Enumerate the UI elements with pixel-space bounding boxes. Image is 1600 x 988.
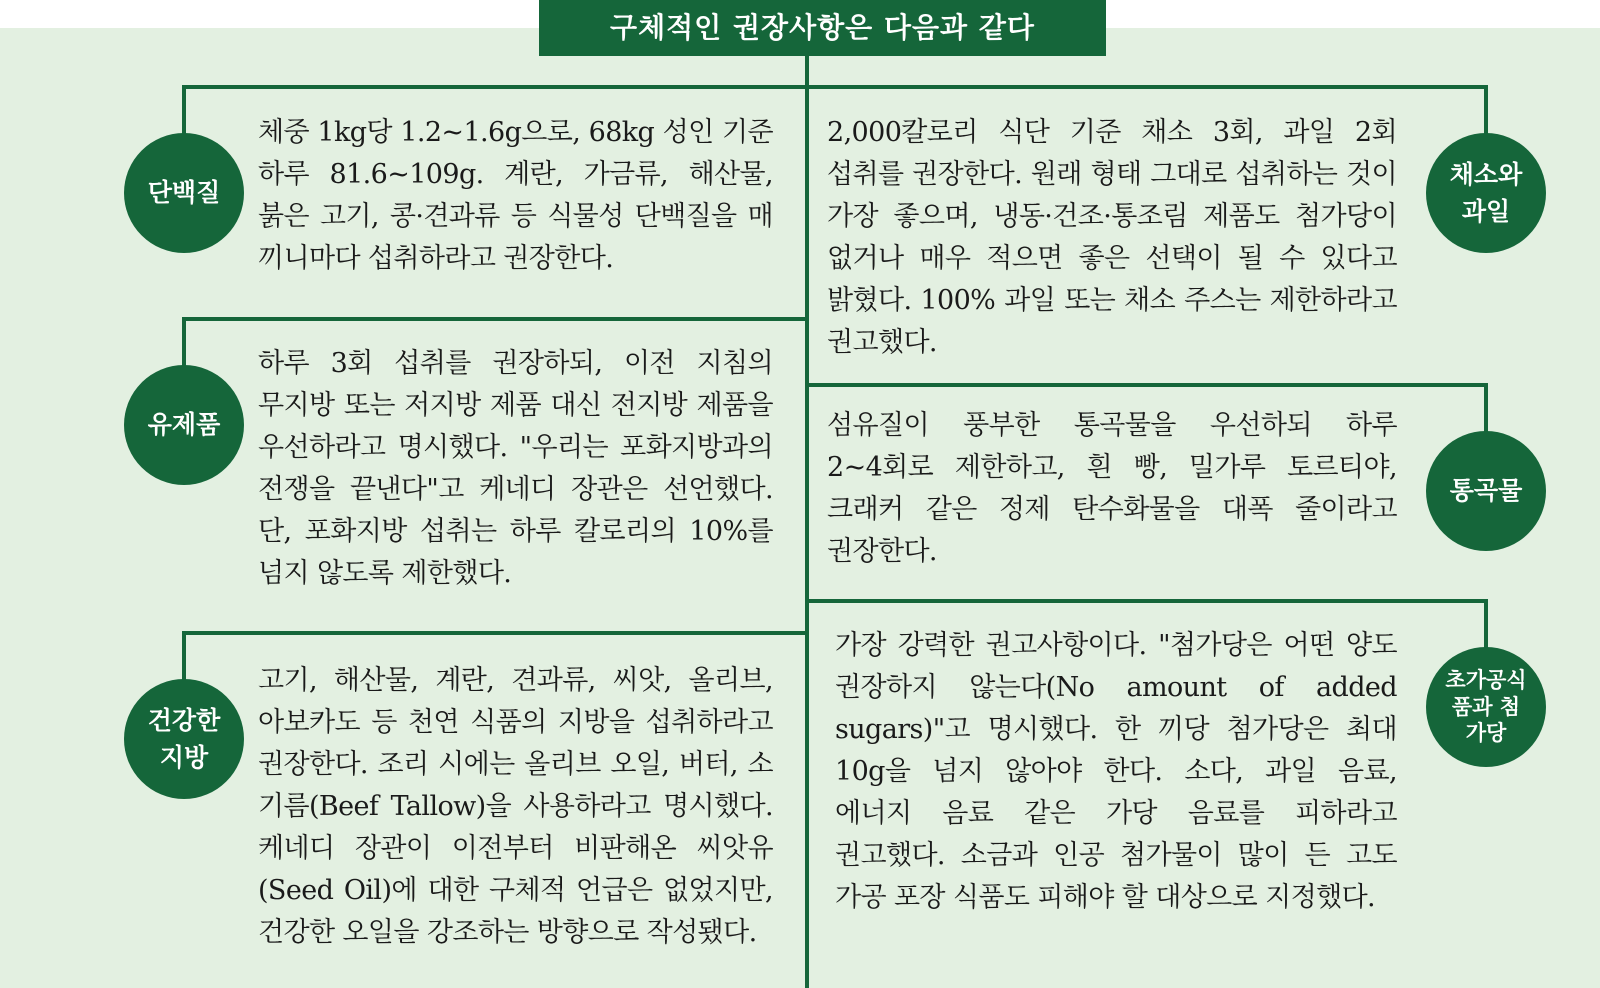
label-circle-dairy: 유제품 (124, 365, 244, 485)
label-circle-healthy-fat: 건강한 지방 (124, 679, 244, 799)
text-processed-sugar: 가장 강력한 권고사항이다. "첨가당은 어떤 양도 권장하지 않는다(No amount of added sugars)"고 명시했다. 한 끼당 첨가당은 최대 10g을 넘지 않아야 한다. 소다, 과일 음료, 에너지 음료 같은 가당 음료를 피하라고 권고했다. 소금과 인공 첨가물이 많이 든 고도 가공 포장 식품도 피해야 할 대상으로 지정했다. (835, 630, 1397, 913)
text-dairy: 하루 3회 섭취를 권장하되, 이전 지침의 무지방 또는 저지방 제품 대신 전지방 제품을 우선하라고 명시했다. "우리는 포화지방과의 전쟁을 끝낸다"고 케네디 장관은 선언했다. 단, 포화지방 섭취는 하루 칼로리의 10%를 넘지 않도록 제한했다. (258, 348, 773, 589)
connector-processed (805, 599, 1488, 603)
center-spine (805, 56, 809, 988)
text-whole-grain: 섬유질이 풍부한 통곡물을 우선하되 하루 2~4회로 제한하고, 흰 빵, 밀가루 토르티야, 크래커 같은 정제 탄수화물을 대폭 줄이라고 권장한다. (827, 410, 1397, 567)
text-healthy-fat: 고기, 해산물, 계란, 견과류, 씨앗, 올리브, 아보카도 등 천연 식품의 지방을 섭취하라고 권장한다. 조리 시에는 올리브 오일, 버터, 소 기름(Beef Tallow)을 사용하라고 명시했다. 케네디 장관이 이전부터 비판해온 씨앗유(Seed Oil)에 대한 구체적 언급은 없었지만, 건강한 오일을 강조하는 방향으로 작성됐다. (258, 665, 773, 948)
text-veg-fruit: 2,000칼로리 식단 기준 채소 3회, 과일 2회 섭취를 권장한다. 원래 형태 그대로 섭취하는 것이 가장 좋으며, 냉동·건조·통조림 제품도 첨가당이 없거나 매우 적으면 좋은 선택이 될 수 있다고 밝혔다. 100% 과일 또는 채소 주스는 제한하라고 권고했다. (827, 117, 1397, 358)
connector-grain (805, 383, 1488, 387)
text-protein: 체중 1kg당 1.2~1.6g으로, 68kg 성인 기준 하루 81.6~109g. 계란, 가금류, 해산물, 붉은 고기, 콩·견과류 등 식물성 단백질을 매 끼니마다 섭취하라고 권장한다. (258, 117, 773, 274)
page-title: 구체적인 권장사항은 다음과 같다 (539, 0, 1106, 56)
label-circle-veg-fruit: 채소와 과일 (1426, 133, 1546, 253)
label-circle-processed-sugar: 초가공식 품과 첨 가당 (1426, 647, 1546, 767)
connector-protein (182, 85, 809, 89)
connector-dairy (182, 317, 809, 321)
connector-veg (805, 85, 1488, 89)
connector-fat (182, 631, 809, 635)
label-circle-protein: 단백질 (124, 133, 244, 253)
label-circle-whole-grain: 통곡물 (1426, 431, 1546, 551)
